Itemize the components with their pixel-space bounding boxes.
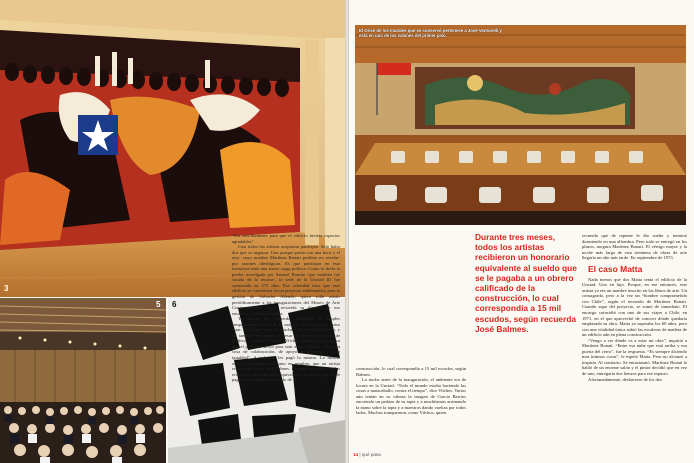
page-folio — [353, 452, 381, 457]
article-paragraph: recuerda que de repente le dio sueño y terminó durmiendo en una alfombra. Pero todo se entregó en los plazos, asegura Martínez Bonati. El vértigo mayor y la noche más larga de esta treintena de obras de arte llegaría un año más tarde. En septiembre de 1973. — [582, 233, 687, 261]
photo-number-6: 6 — [172, 300, 177, 309]
article-paragraph: construcción, lo cual correspondía a 15 mil escudos, según Balmes. — [356, 366, 466, 377]
article-paragraph: Casi todos los artistas aceptaron participar. Sólo hubo dos que se negaron. Uno porque partía con una boca y el otro -cuyo nombre Martínez Bonati prefiere no revelar- por razones ideológicas. Es que participar en esta iniciativa tenía una fuerte carga política. Como lo decía la piedra recuelgada por Samuel Román -que también fue sacada de la terraza-, la sede de la Unctad III fue construida en 275 días. Esa celeridad hizo que este edificio se convirtiera en un proyecto emblemático para la gestión de Salvador Allende, quien solía asistir periódicamente a las inauguraciones del Museo de Arte Contemporáneo, según recuerda su director de ese entonces, Guillermo Núñez. — [232, 244, 340, 316]
article-column-3 — [582, 233, 687, 382]
photo-number-5: 5 — [156, 300, 161, 309]
article-column-2 — [356, 366, 466, 416]
conference-room-photo — [355, 25, 686, 225]
auditorium-image — [0, 298, 166, 463]
article-column-1 — [232, 233, 340, 383]
article-paragraph: Nada menos que dos Matta tenía el edificio de la Unctad. Uno en lujo. Porque, en ese entonces, este artista ya era un nombre inscrito en los libros de arte. Un consagrado, pero a la vez un “hombre comprometido con Chile”, según el recuerdo de Martínez Bonati. Cuando supo del proyecto, se sumó de inmediato. El encargo coincidió con uno de sus viajes a Chile, en 1971, en el que aprovechó de conocer dónde quedaría emplazada su obra. Matta ya superaba los 60 años, pero con una vitalidad única subió las escaleras de madera de un edificio aún en plena construcción. — [582, 276, 687, 338]
room-photo-caption: El Orixe de los murales que se conservó pertenece a José Venturelli y está en uno de los salones del primer piso. — [359, 28, 502, 39]
conference-room-image — [355, 25, 686, 225]
magazine-name: | qué pasa — [359, 452, 381, 457]
photo-number-3: 3 — [4, 284, 9, 293]
pull-quote: Durante tres meses, todos los artistas recibieron un honorario equivalente al sueldo que se le pagaba a un obrero calificado de la construcción, lo cual correspondía a 15 mil escudos, según recuerda José Balmes. — [475, 232, 577, 334]
article-paragraph: Afortunadamente, deshacerse de los dos — [588, 376, 662, 382]
article-paragraph: La noche antes de la inauguración, el ambiente era de locura en la Unctad. “Todo el mundo estaba haciendo las cosas a matacaballo, contra el tiempo”, dice Vilches. Varios aún tenían en su cabeza la imagen de Gracia Barrios zurciendo un pedazo de su tapiz y a muchísimas arrimando la mano sobre la tapiz y a maestros dando vueltas por todos lados. Muchos tranquearon, como Vilchos, quien — [356, 377, 466, 416]
auditorium-photo — [0, 298, 166, 463]
article-paragraph: Ya fueran de izquierda, militantes o simples simpatizantes de la UP, la mayoría de los artistas quiso estar. “Era una época de mucha efervescencia política, y mi también me agarró, a pesar de que no soy nada de político”, confiesa Eduardo Vilches. Mario Toral asegura que el proyecto sirvió para unir a sus colegas: “Fue una cosa de colaboración, de apoyo al gobierno y a la igualdad”. A todos se les pagó lo mismo. Lo mismo obtuvo Manzanito, artesano en mimbre, que un artista reconocido como José Balmes. Durante tres meses, todos recibieron un honorario equivalente al sueldo que se le pagaba a un obrero calificado de la — [232, 316, 340, 383]
page-gutter — [345, 0, 349, 463]
section-heading: El caso Matta — [588, 263, 643, 274]
article-paragraph: “Vengo a ver dónde va a estar mi obra”, inquirió a Martínez Bonati. “Entre esa nube que está arriba y esa puerta del cerro”, fue la respuesta. “Es siempre diciendo mas íntimos cosas”, le espetó Matta. Pero no alcanzó a inspirar. Al contrario. Se entusiasmó. Martínez Bonati le habló de un enorme salón y el pintor decidió que en vez de uno, entregaría dos lienzos para ese espacio. — [582, 337, 687, 377]
page-number: 14 — [353, 452, 359, 457]
article-paragraph: “Era sencillamente para que el edificio tuviera espacios agradables”. — [232, 233, 340, 244]
